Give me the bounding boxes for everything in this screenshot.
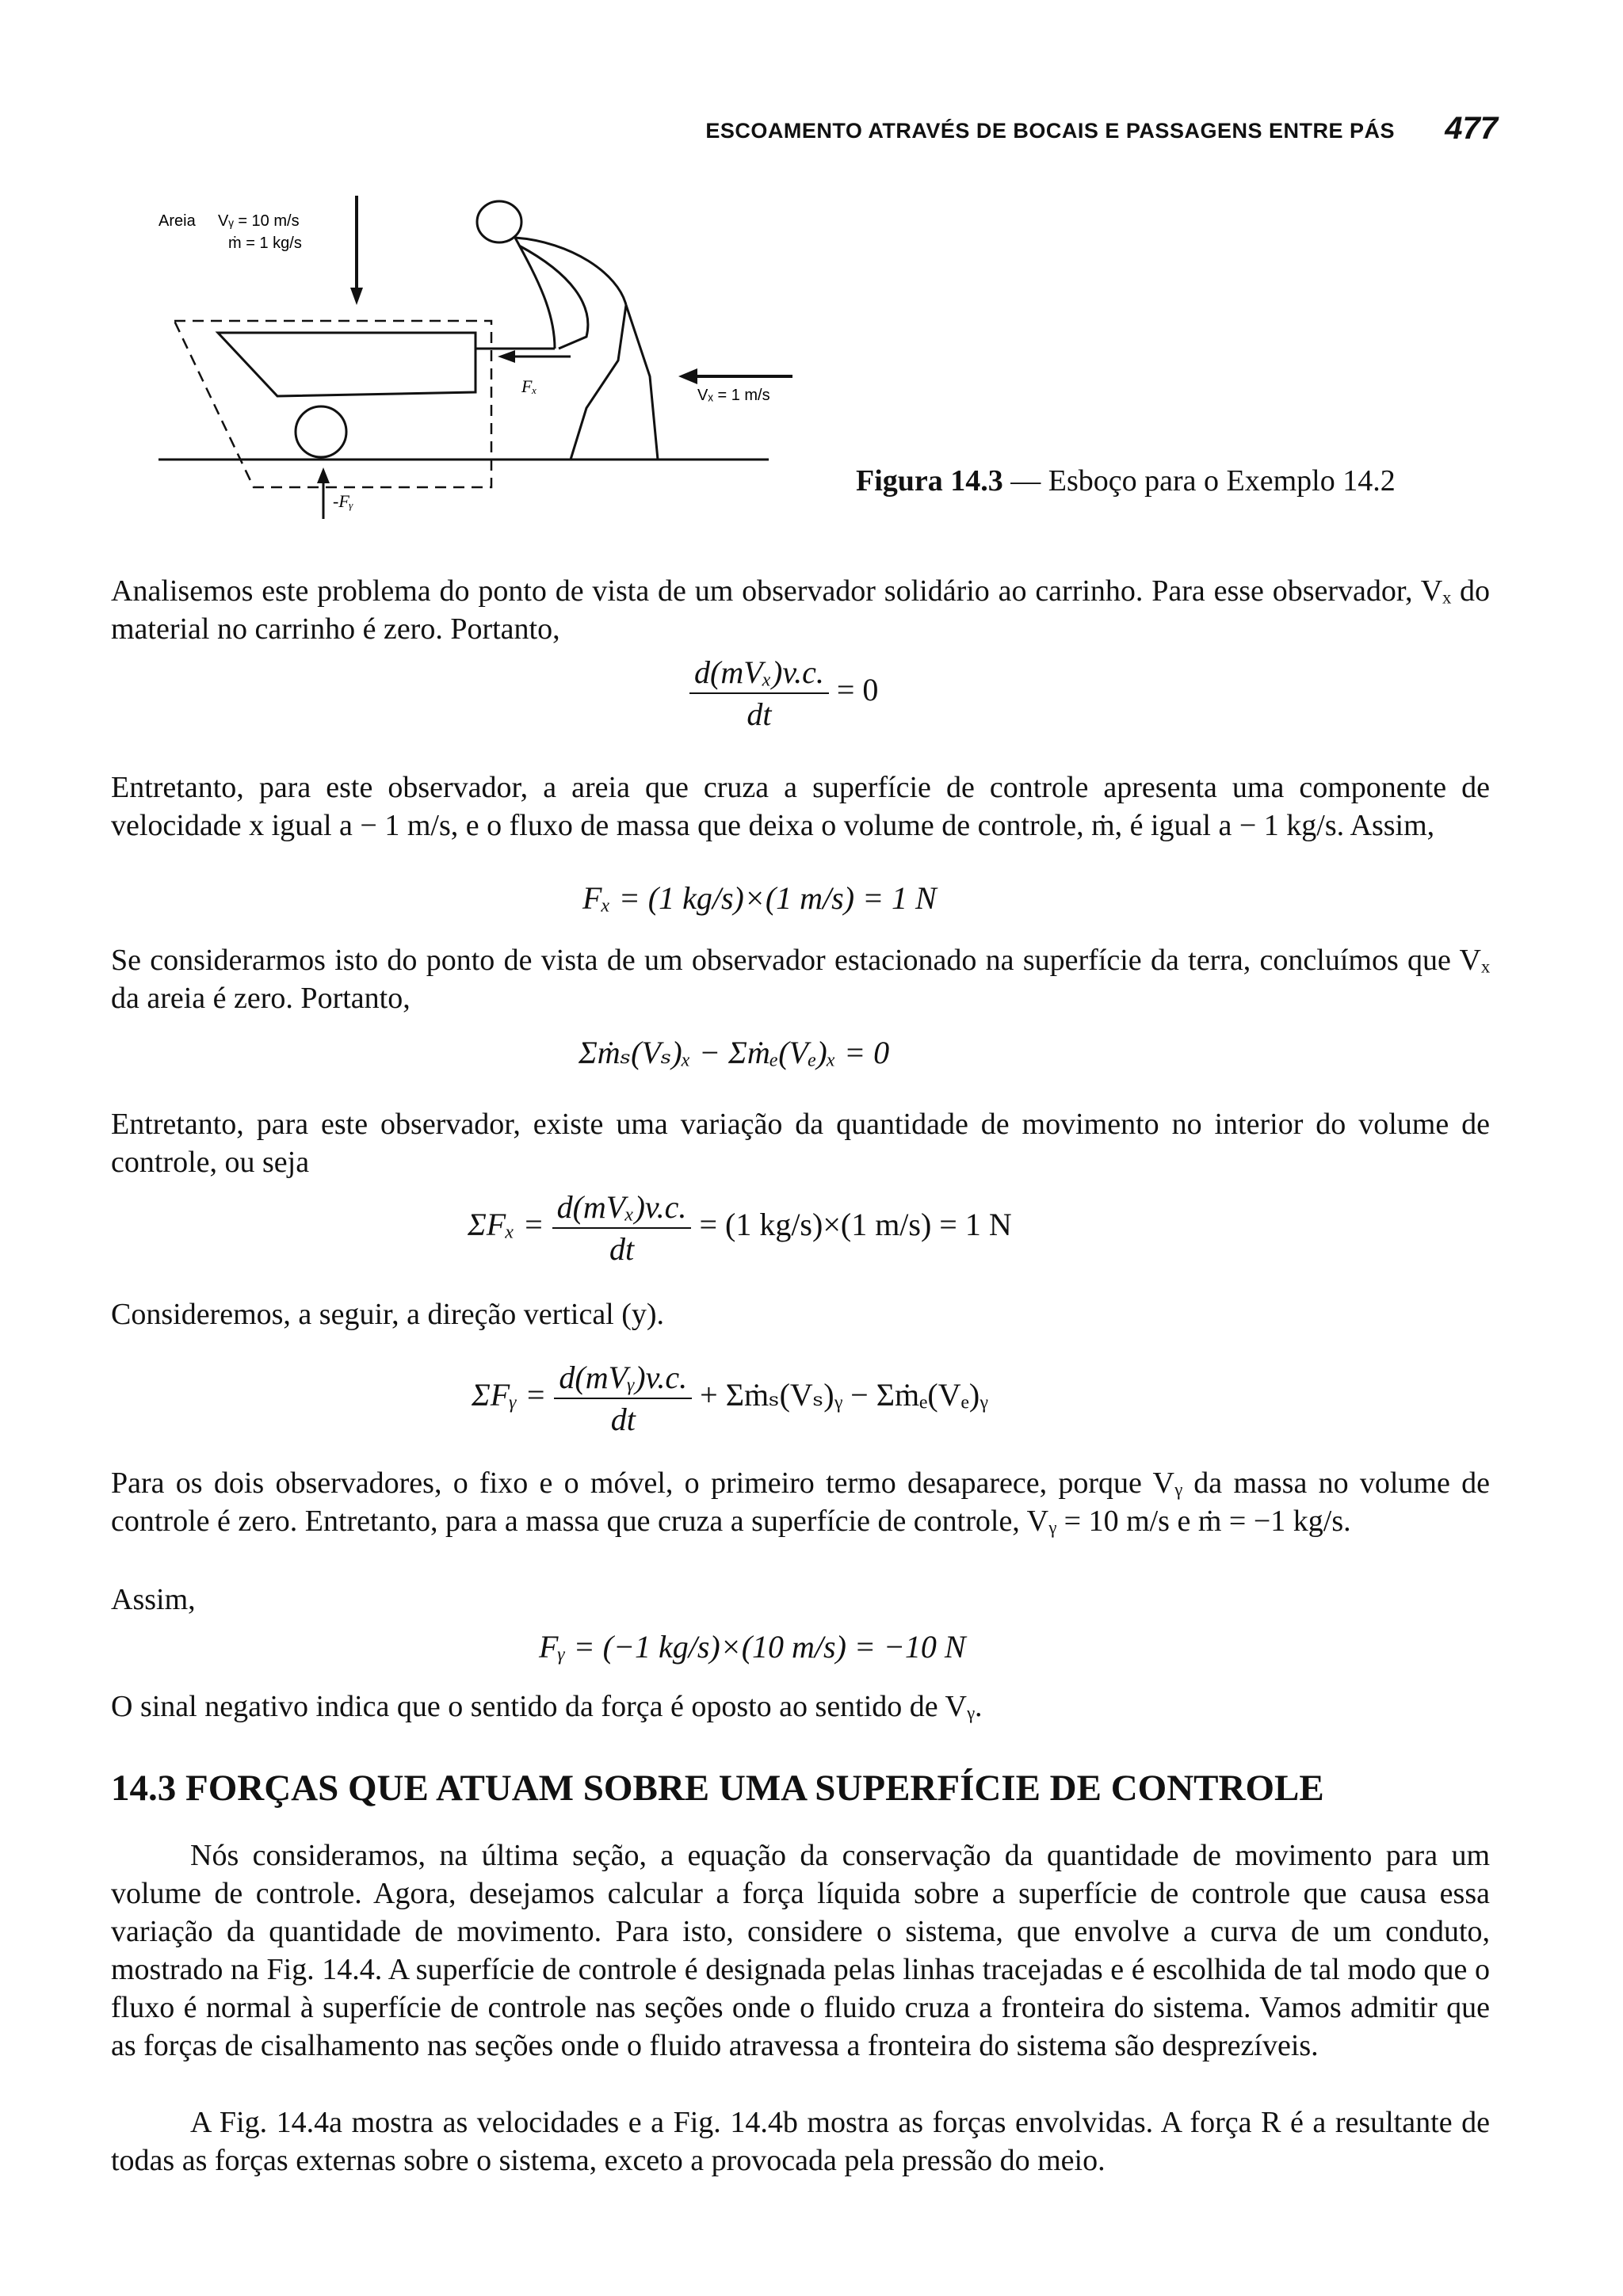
fraction-denominator: dt bbox=[610, 1402, 636, 1437]
page-header bbox=[626, 109, 1498, 157]
figure-caption-text: — Esboço para o Exemplo 14.2 bbox=[1002, 464, 1396, 498]
paragraph: Para os dois observadores, o fixo e o móvel, o primeiro termo desaparece, porque Vᵧ da massa no volume de controle é zero. Entretanto, para a massa que cruza a superfície de controle, Vᵧ = 10 m/s e ṁ = −1 kg/s. bbox=[111, 1466, 1490, 1538]
running-head: ESCOAMENTO ATRAVÉS DE BOCAIS E PASSAGENS ENTRE PÁS bbox=[705, 119, 1395, 143]
fraction bbox=[689, 654, 829, 733]
equation-lhs: ΣFₓ = bbox=[468, 1207, 544, 1243]
equation-sum-fy bbox=[472, 1359, 988, 1438]
equation-fy: Fᵧ = (−1 kg/s)×(10 m/s) = −10 N bbox=[539, 1629, 966, 1665]
paragraph: O sinal negativo indica que o sentido da força é oposto ao sentido de Vᵧ. bbox=[111, 1690, 983, 1723]
fx-arrowhead bbox=[498, 350, 515, 363]
paragraph: Entretanto, para este observador, existe uma variação da quantidade de movimento no interior do volume de controle, ou seja bbox=[111, 1108, 1490, 1179]
cart-body bbox=[218, 333, 475, 396]
sand-label: Areia bbox=[158, 212, 196, 230]
cart-wheel bbox=[296, 406, 346, 457]
paragraph: Analisemos este problema do ponto de vista de um observador solidário ao carrinho. Para esse observador, Vₓ do material no carrinho é zero. Portanto, bbox=[111, 574, 1490, 646]
equation-sum-fx bbox=[468, 1188, 1012, 1268]
equation-fx: Fₓ = (1 kg/s)×(1 m/s) = 1 N bbox=[582, 880, 937, 916]
fraction-numerator: d(mVₓ)v.c. bbox=[552, 1188, 692, 1229]
fraction-denominator: dt bbox=[747, 696, 772, 732]
figure-caption-label: Figura 14.3 bbox=[856, 464, 1003, 498]
equation-rhs: + Σṁₛ(Vₛ)ᵧ − Σṁₑ(Vₑ)ᵧ bbox=[700, 1377, 988, 1413]
fx-label: Fₓ bbox=[521, 376, 537, 396]
equation-momentum-balance: Σṁₛ(Vₛ)ₓ − Σṁₑ(Vₑ)ₓ = 0 bbox=[579, 1035, 890, 1070]
paragraph: Assim, bbox=[111, 1583, 196, 1616]
fraction-numerator: d(mVᵧ)v.c. bbox=[554, 1359, 692, 1399]
figure-caption bbox=[856, 463, 1396, 498]
vx-arrowhead bbox=[678, 368, 697, 384]
equation-lhs: ΣFᵧ = bbox=[472, 1377, 547, 1413]
section-title: 14.3 FORÇAS QUE ATUAM SOBRE UMA SUPERFÍCIE DE CONTROLE bbox=[111, 1768, 1324, 1809]
fraction bbox=[552, 1188, 692, 1268]
paragraph: Se considerarmos isto do ponto de vista de um observador estacionado na superfície da terra, concluímos que Vₓ da areia é zero. Portanto, bbox=[111, 944, 1490, 1015]
sand-arrowhead bbox=[350, 288, 363, 305]
fraction-denominator: dt bbox=[609, 1231, 635, 1267]
person-figure bbox=[477, 201, 678, 460]
vy-label: Vᵧ = 10 m/s bbox=[218, 212, 300, 230]
paragraph: Consideremos, a seguir, a direção vertical (y). bbox=[111, 1298, 665, 1331]
equation-dmvx-dt bbox=[689, 654, 878, 733]
equation-rhs: = (1 kg/s)×(1 m/s) = 1 N bbox=[699, 1207, 1012, 1243]
control-volume-dashed bbox=[174, 321, 491, 487]
paragraph: A Fig. 14.4a mostra as velocidades e a Fig. 14.4b mostra as forças envolvidas. A força R é a resultante de todas as forças externas sobre o sistema, exceto a provocada pela pressão do meio. bbox=[111, 2106, 1490, 2177]
vx-label: Vₓ = 1 m/s bbox=[697, 387, 770, 404]
paragraph: Nós consideramos, na última seção, a equação da conservação da quantidade de movimento para um volume de controle. Agora, desejamos calcular a força líquida sobre a superfície de controle que causa essa variação da quantidade de movimento. Para isto, considere o sistema, que envolve a curva de um conduto, mostrado na Fig. 14.4. A superfície de controle é designada pelas linhas tracejadas e é escolhida de tal modo que o fluxo é normal à superfície de controle nas seções onde o fluido cruza a fronteira do sistema. Vamos admitir que as forças de cisalhamento nas seções onde o fluido atravessa a fronteira do sistema são desprezíveis. bbox=[111, 1839, 1490, 2062]
fraction bbox=[554, 1359, 692, 1438]
figure-wheelbarrow-diagram bbox=[143, 178, 824, 527]
neg-fy-arrowhead bbox=[317, 467, 330, 483]
page-number: 477 bbox=[1445, 111, 1498, 146]
neg-fy-label: -Fᵧ bbox=[333, 491, 353, 511]
equation-rhs: = 0 bbox=[836, 672, 879, 708]
paragraph: Entretanto, para este observador, a areia que cruza a superfície de controle apresenta uma componente de velocidade x igual a − 1 m/s, e o fluxo de massa que deixa o volume de controle, ṁ, é igual a − 1 kg/s. Assim, bbox=[111, 771, 1490, 842]
fraction-numerator: d(mVₓ)v.c. bbox=[689, 654, 829, 694]
mdot-label: ṁ = 1 kg/s bbox=[228, 235, 302, 252]
